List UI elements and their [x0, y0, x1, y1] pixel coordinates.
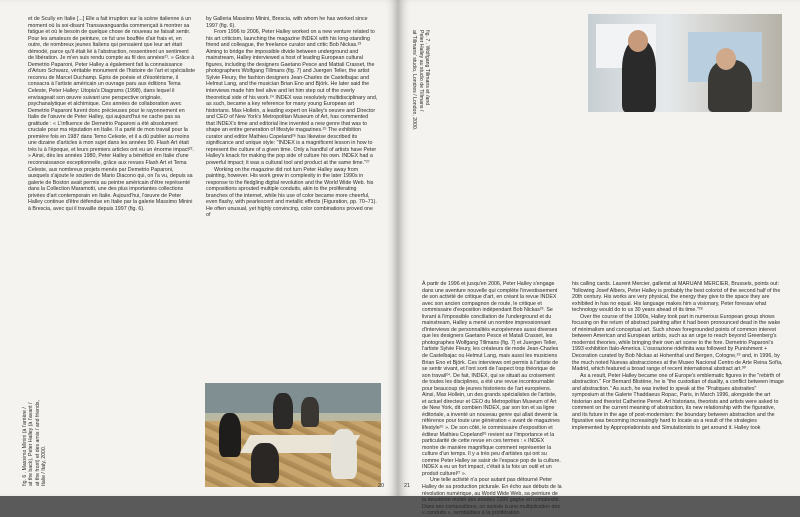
paragraph: by Galleria Massimo Minini, Brescia, with whom he has worked since 1997 (fig. 6).	[206, 16, 368, 29]
french-column	[28, 16, 196, 316]
photo-person	[301, 397, 319, 427]
paragraph: From 1996 to 2006, Peter Halley worked on a new venture related to his art criticism, launching the magazine INDEX with his long-standing friend and colleague, the freelance curator and critic Bob Nickas.²³ Aiming to bridge the impossible divide between underground and mainstream, Halley interviewed a host of leading European cultural figures, including the designers Gaetano Pesce and Mattali Crasset, the photographers Wolfgang Tillmans (fig. 7) and Juergen Teller, the artist Sylvie Fleury, the fashion designers Jean-Charles de Castelbajac and Helmut Lang, and the musician Brian Eno and Björk. He later said the interviews made him feel alive and let him step out of the overly theoretical side of his work.²⁴ INDEX was resolutely multidisciplinary and, as such, became a key reference for many young European art historians. Max Hollein, a leading expert on Halley's oeuvre and Director and CEO of New York's Metropolitan Museum of Art, has commented that INDEX's time and editorial line invented a new genre that was to shape an entire generation of lifestyle magazines.²⁵ The exhibition curator and editor Mathieu Copeland²⁶ has likewise described its significance and unique style: "INDEX is a magnificent lesson in how to represent the culture of a given time. Only a handful of artists have Peter Halley's knack for making the pop side of culture his own. INDEX had a powerful impact; it was a cultural tool and product at the same time."²⁷	[206, 29, 378, 167]
photo-face	[716, 48, 736, 70]
english-column	[572, 281, 784, 488]
photo-person	[219, 413, 241, 457]
caption-line: fig. 6 . Massimo Minini (à l'arrière /	[22, 407, 28, 486]
fig-6-photo	[205, 383, 381, 487]
left-page	[0, 0, 398, 496]
paragraph: Une telle activité n'a pour autant pas détourné Peter Halley de sa production picturale. En écho aux débuts de la révolution numérique, au World Wide Web, sa peinture de la deuxième moitié des années 1990 gagne en complexité. Dans ses compositions, on assiste à une multiplication des « conduits », semblables à la prolifération	[422, 477, 562, 517]
paragraph: Working on the magazine did not turn Peter Halley away from painting, however. His work grew in complexity in the later 1990s in response to the fledgling digital revolution and the World Wide Web. his compositions sprouted multiple conduits, akin to the proliferating branches of the internet, while his use of color became more cheerful, even flashy, with pearlescent and metallic effects (Figuration, pp. 70–71). He often unusual, yet highly convincing, color combinations proved one of	[206, 166, 377, 219]
paragraph: À partir de 1996 et jusqu'en 2006, Peter Halley s'engage dans une aventure nouvelle qui complète l'investissement de son activité de critique d'art, en créant la revue INDEX avec son ancien compagnon de route, le critique et commissaire d'exposition indépendant Bob Nickas²³. Se livrant à l'impossible conciliation de l'underground et du mainstream, Halley a mené un nombre impressionnant d'interviews de personnalités européennes aussi diverses que les designers Gaetano Pesce et Matali Crasset, les photographes Wolfgang Tillmans (fig. 7) et Juergen Teller, l'artiste Sylvie Fleury, les créateurs de mode Jean-Charles de Castelbajac ou Helmut Lang, mais aussi les musiciens Brian Eno et Björk. Ces interviews ont permis à l'artiste de se sentir vivant, et l'ont sorti de l'aspect trop théorique de son travail²⁴. De fait, INDEX, qui se situait au croisement de toutes les disciplines, a été une revue incontournable pour beaucoup de jeunes historiens de l'art européens. Ainsi, Max Hollein, un des grands spécialistes de l'artiste, et actuel directeur et CEO du Metropolitan Museum of Art de New York, dit combien INDEX, par son ton et sa ligne éditoriale, a inventé un nouveau genre qui allait devenir la référence pour toute une génération « avant de magazines lifestyle²⁵ ». De son côté, le commissaire d'exposition et éditeur Mathieu Copeland²⁶ revient sur l'importance et la particularité de cette revue en ces termes : « INDEX montre de manière magnifique comment représenter la culture d'un temps. Il y a très peu d'artistes qui ont su comme Peter Halley se saisir de l'espace pop de la culture. INDEX a eu un fort impact, c'était à la fois un outil et un produit culturel²⁷ ».	[422, 281, 561, 477]
page-number: 20	[378, 483, 384, 489]
page-number: 21	[404, 483, 410, 489]
caption-line: Italie / Italy, 2000.	[40, 445, 47, 486]
fig-6-caption	[22, 400, 47, 486]
caption-line: at the front) et des amis / and friends,	[34, 400, 41, 486]
caption-line: at Tillmans' studio, Londres / London, 2000.	[411, 30, 418, 131]
right-page	[398, 0, 800, 517]
paragraph: Over the course of the 1990s, Halley took part in numerous European group shows focusing on the return of abstract painting after it had been pronounced dead in the wake of minimalism and conceptual art. Such shows foregrounded points of common interest between American and European artists, such as an urge to reach beyond Greenberg's modernist theories, while bringing their own art scene to the fore. Demetrio Paparoni's 1993 exhibition Italo-America. L'ossrazione ridefinita was followed by Punishment + Decoration curated by Bob Nickas at Hohenthal und Bergen, Cologne,²⁹ and, in 1996, by the much noted Nuevas abstracciones at the Museo Nacional Centro de Arte Reina Sofía, Madrid, which featured a broad range of recent international abstract art.³⁰	[572, 313, 783, 373]
english-column	[206, 16, 378, 412]
photo-face	[628, 30, 648, 52]
french-column	[422, 281, 562, 517]
fig-7-caption	[411, 30, 430, 130]
fig-7-photo	[588, 14, 782, 112]
paragraph: et de Scully en Italie [...] Elle a fait irruption sur la scène italienne à un moment où la soi-disant Transavanguardia commençait à montrer sa fatigue et où le besoin de quelque chose de nouveau se faisait sentir. Pour les amateurs de peinture, ce fut une bouffée d'air frais et, en outre, de nombreux jeunes Italiens qui pensaient que leur art était démodé, parce qu'il était lié à l'abstraction, ressentirent un sentiment de libération. Je m'en suis rendu compte au fil des années²¹. » Grâce à Demetrio Paparoni, Peter Halley a également fait la connaissance d'Arturo Schwarz, véritable monument de l'histoire de l'art et spécialiste reconnu de Marcel Duchamp. Épris de poésie et d'ésotérisme, il consacra à l'artiste américain un ouvrage paru aux éditions Tema Celeste, Peter Halley: Utopia's Diagrams (1998), dans lequel il envisageait son œuvre suivant une perspective originale, psychanalytique et alchimique. Ces années de collaboration avec Demetrio Paparoni furent donc précieuses pour le rayonnement en Italie de l'œuvre de Peter Halley, qui aujourd'hui ne cache pas sa gratitude : « L'influence de Demetrio Paparoni a été absolument cruciale pour ma réputation en Italie. Il a parlé de mon travail pour la première fois en 1987 dans Temo Celeste, et il a dû publier au moins une dizaine d'articles à mon sujet dans les années 90. Flash Art était très lu à l'époque, et leurs premiers articles ont eu un énorme impact²². » Ainsi, dès les années 1980, Peter Halley a bénéficié en Italie d'une reconnaissance exceptionnelle, grâce aux revues Flash Art et Tema Celeste, aux nombreux projets menés par Demetrio Paparoni, auxquels s'ajoute le soutien de Mario Diacono qui, on l'a vu, depuis sa galerie de Boston avait permis au peintre américain d'être représenté dans la Collection Maramotti, une des plus importantes collections privées d'art contemporain en Italie. Aujourd'hui, l'œuvre de Peter Halley continue d'être défendue en Italie par la galerie Massimo Minini à Brescia, avec qui il travaille depuis 1997 (fig. 6).	[28, 16, 196, 212]
photo-wall	[205, 383, 381, 413]
paragraph: As a result, Peter Halley became one of Europe's emblematic figures in the "rebirth of abstraction." For Bernard Blistène, he is "the custodian of duality, a conflict between image and abstraction." As such, he was invited to speak at the "Pratiques abstraites" symposium at the Galerie Thaddaeus Ropac, Paris, in March 1996, alongside the art historian and theorist Catherine Perret. Art historians, theorists and artists were asked to comment on the current meaning of abstraction, its new relationship with the figurative, and its future in the age of post-modernism: the boundary between abstraction and the figurative was becoming increasingly hard to locate as a result of the strategies implemented by Appropriationists and Simulationists to get around it. Halley took	[572, 372, 784, 432]
photo-person	[331, 429, 357, 479]
photo-person	[251, 443, 279, 483]
photo-person	[273, 393, 293, 429]
paragraph: his calling cards. Laurent Mercier, gallerist at MARUANI MERCIER, Brussels, points out: "following Josef Albers, Peter Halley is probably the best colorist of the second half of the 20th century. His works are very physical, the energy they give to the space they are exhibited in has no equal. His language makes him a visionary, Peter foresaw what technology would do to us 30 years ahead of its time."²⁸	[572, 281, 781, 314]
caption-line: at the back), Peter Halley (à l'avant /	[28, 402, 35, 486]
caption-line: fig. 7 . Wolfgang Tillmans et /and	[424, 30, 430, 106]
caption-line: Peter Halley au studio de Tillmans /	[417, 30, 424, 112]
